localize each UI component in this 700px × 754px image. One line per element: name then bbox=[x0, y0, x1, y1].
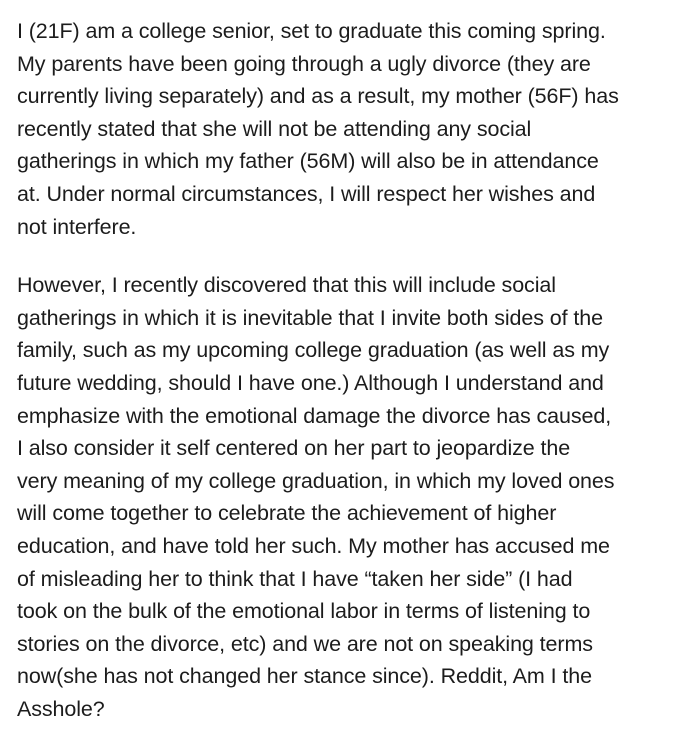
text-line: emphasize with the emotional damage the divorce has caused, bbox=[17, 403, 612, 428]
text-line: very meaning of my college graduation, in which my loved ones bbox=[17, 468, 615, 493]
text-line: currently living separately) and as a result, my mother (56F) has bbox=[17, 84, 619, 109]
text-line: took on the bulk of the emotional labor in terms of listening to bbox=[17, 599, 591, 624]
text-line: I (21F) am a college senior, set to graduate this coming spring. bbox=[17, 19, 606, 43]
text-line: recently stated that she will not be attending any social bbox=[17, 116, 532, 141]
text-line: However, I recently discovered that this will include social bbox=[17, 273, 556, 298]
text-line: of misleading her to think that I have “taken her side” (I had bbox=[17, 566, 573, 591]
text-line: Asshole? bbox=[17, 696, 105, 721]
text-line: will come together to celebrate the achievement of higher bbox=[17, 501, 557, 526]
text-line: stories on the divorce, etc) and we are not on speaking terms bbox=[17, 631, 593, 656]
text-line: now(she has not changed her stance since). Reddit, Am I the bbox=[17, 664, 592, 689]
paragraph-1 bbox=[17, 15, 697, 243]
text-line: gatherings in which my father (56M) will also be in attendance bbox=[17, 149, 599, 174]
post-body bbox=[17, 15, 697, 725]
text-line: My parents have been going through a ugly divorce (they are bbox=[17, 51, 591, 76]
text-line: at. Under normal circumstances, I will respect her wishes and bbox=[17, 181, 596, 206]
text-line: family, such as my upcoming college graduation (as well as my bbox=[17, 338, 610, 363]
text-line: future wedding, should I have one.) Although I understand and bbox=[17, 370, 604, 395]
text-line: I also consider it self centered on her part to jeopardize the bbox=[17, 436, 571, 461]
text-line: gatherings in which it is inevitable that I invite both sides of the bbox=[17, 305, 603, 330]
paragraph-2 bbox=[17, 269, 697, 725]
text-line: education, and have told her such. My mother has accused me bbox=[17, 533, 610, 558]
text-line: not interfere. bbox=[17, 214, 137, 239]
